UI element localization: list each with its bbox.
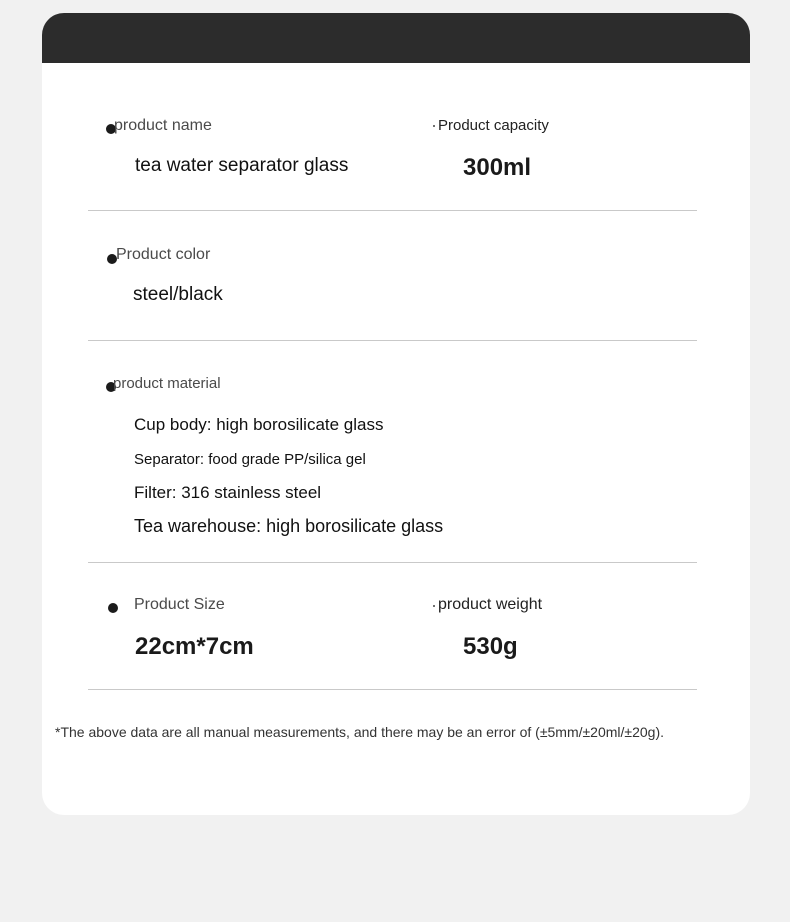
product-size-label: Product Size <box>134 596 225 613</box>
product-name-value: tea water separator glass <box>135 155 349 176</box>
material-cup-body: Cup body: high borosilicate glass <box>134 415 384 434</box>
section-divider <box>88 562 697 563</box>
product-capacity-value: 300ml <box>463 154 532 181</box>
product-weight-value: 530g <box>463 633 518 660</box>
measurement-footnote: *The above data are all manual measurements, and there may be an error of (±5mm/±20ml/±20g). <box>55 724 665 740</box>
material-tea-warehouse: Tea warehouse: high borosilicate glass <box>134 516 444 536</box>
bullet-icon <box>433 605 435 607</box>
product-color-value: steel/black <box>133 284 223 305</box>
section-divider <box>88 689 697 690</box>
product-name-label: product name <box>114 117 212 134</box>
spec-card <box>42 13 750 815</box>
section-divider <box>88 210 697 211</box>
bullet-icon <box>433 125 435 127</box>
section-divider <box>88 340 697 341</box>
product-weight-label: product weight <box>438 596 543 613</box>
bullet-icon <box>108 603 118 613</box>
material-filter: Filter: 316 stainless steel <box>134 483 322 502</box>
material-separator: Separator: food grade PP/silica gel <box>134 451 366 468</box>
product-size-value: 22cm*7cm <box>135 633 254 660</box>
card-header-bar <box>42 13 750 63</box>
product-color-label: Product color <box>116 246 211 263</box>
product-material-label: product material <box>113 375 221 392</box>
product-capacity-label: Product capacity <box>438 117 549 134</box>
